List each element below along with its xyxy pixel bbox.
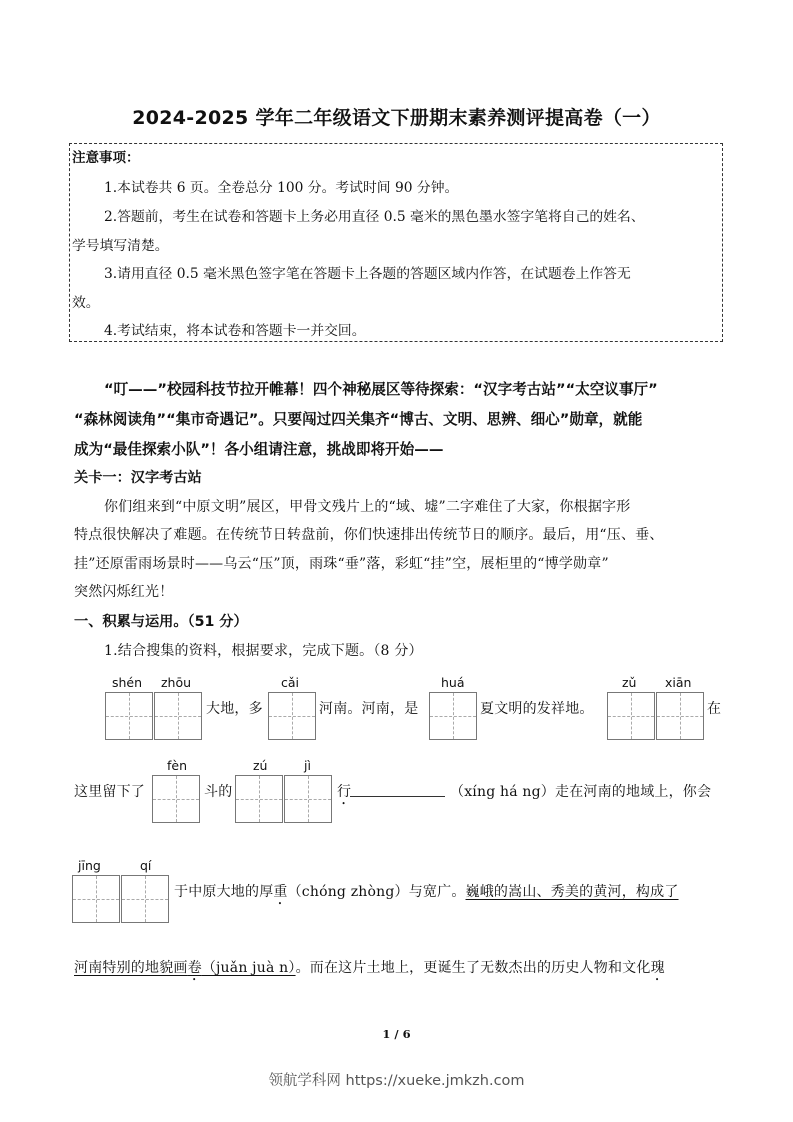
- pinyin-jing: jīng: [78, 858, 101, 873]
- row4-dotted-char-2: 瑰: [650, 960, 665, 976]
- row4-text-1: 河南特别的地貌画: [74, 960, 188, 976]
- notice-line-2: 2.答题前，考生在试卷和答题卡上务必用直径 0.5 毫米的黑色墨水签字笔将自己的姓名、: [104, 209, 645, 225]
- writing-box-fen[interactable]: [152, 775, 200, 823]
- level1-heading: 关卡一：汉字考古站: [74, 470, 202, 486]
- exam-title: 2024-2025 学年二年级语文下册期末素养测评提高卷（一）: [132, 107, 661, 129]
- row3-text-2: （chóng zhòng）与宽广。: [287, 884, 466, 900]
- footer-watermark: 领航学科网 https://xueke.jmkzh.com: [268, 1073, 525, 1089]
- pinyin-shen: shén: [112, 675, 143, 690]
- level1-para-line-4: 突然闪烁红光！: [74, 584, 174, 600]
- row2-text-3b: （xíng há ng）走在河南的地域上，你会: [450, 784, 712, 800]
- writing-box-cai[interactable]: [268, 692, 316, 740]
- intro-line-2: “森林阅读角”“集市奇遇记”。只要闯过四关集齐“博古、文明、思辨、细心”勋章，就能: [74, 411, 643, 428]
- row4-text-3: 。而在这片土地上，更诞生了无数杰出的历史人物和文化: [295, 960, 651, 976]
- intro-line-3: 成为“最佳探索小队”！各小组请注意，挑战即将开始——: [74, 441, 444, 458]
- writing-box-hua[interactable]: [429, 692, 477, 740]
- row1-text-2: 河南。河南，是: [319, 701, 419, 717]
- question-1: 1.结合搜集的资料，根据要求，完成下题。（8 分）: [104, 643, 423, 659]
- notice-line-6: 4.考试结束，将本试卷和答题卡一并交回。: [104, 323, 366, 339]
- notice-line-1: 1.本试卷共 6 页。全卷总分 100 分。考试时间 90 分钟。: [104, 180, 459, 196]
- row3-dotted-char: 重: [273, 884, 288, 900]
- row2-text-1: 这里留下了: [74, 784, 145, 800]
- pinyin-qi: qí: [140, 858, 152, 873]
- page-number: 1 / 6: [382, 1027, 411, 1041]
- pinyin-zhou: zhōu: [161, 675, 192, 690]
- row1-text-1: 大地，多: [206, 701, 263, 717]
- pinyin-hua: huá: [441, 675, 465, 690]
- level1-para-line-1: 你们组来到“中原文明”展区，甲骨文残片上的“域、墟”二字难住了大家，你根据字形: [104, 499, 631, 515]
- writing-box-ji[interactable]: [284, 775, 332, 823]
- row4-dotted-char: 卷: [187, 960, 202, 976]
- intro-line-1: “叮——”校园科技节拉开帷幕！四个神秘展区等待探索：“汉字考古站”“太空议事厅”: [104, 381, 658, 398]
- pinyin-ji: jì: [304, 758, 311, 773]
- row4-text-2: （juǎn juà n）: [201, 960, 296, 976]
- notice-line-3: 学号填写清楚。: [72, 238, 169, 254]
- row3-text-1: 于中原大地的厚: [174, 884, 274, 900]
- writing-box-qi[interactable]: [121, 875, 169, 923]
- writing-box-jing[interactable]: [72, 875, 120, 923]
- pinyin-zu: zǔ: [622, 675, 637, 690]
- section1-heading: 一、积累与运用。（51 分）: [74, 614, 248, 630]
- row3-text: [174, 881, 679, 908]
- row3-underlined-text: 巍峨的嵩山、秀美的黄河，构成了: [465, 884, 679, 900]
- pinyin-cai: cǎi: [281, 675, 300, 690]
- row1-text-4: 在: [707, 701, 722, 717]
- row4-underlined-text: [74, 960, 296, 976]
- row1-text-3: 夏文明的发祥地。: [480, 701, 594, 717]
- writing-box-zu2[interactable]: [235, 775, 283, 823]
- answer-blank[interactable]: [350, 796, 445, 797]
- level1-para-line-2: 特点很快解决了难题。在传统节日转盘前，你们快速排出传统节日的顺序。最后，用“压、垂、: [74, 527, 664, 543]
- pinyin-xian: xiān: [665, 675, 692, 690]
- pinyin-zu2: zú: [253, 758, 268, 773]
- level1-para-line-3: 挂”还原雷雨场景时——乌云“压”顶，雨珠“垂”落，彩虹“挂”空，展柜里的“博学勋章”: [74, 556, 609, 572]
- writing-box-xian[interactable]: [656, 692, 704, 740]
- row2-text-2: 斗的: [204, 784, 233, 800]
- pinyin-fen: fèn: [167, 758, 188, 773]
- row2-text-3a: 行: [337, 784, 352, 800]
- notice-line-5: 效。: [72, 295, 100, 311]
- writing-box-shen[interactable]: [105, 692, 153, 740]
- row4-text: [74, 957, 665, 984]
- writing-box-zu[interactable]: [607, 692, 655, 740]
- notice-line-4: 3.请用直径 0.5 毫米黑色签字笔在答题卡上各题的答题区域内作答，在试题卷上作答无: [104, 266, 631, 282]
- notice-heading: 注意事项：: [72, 150, 140, 166]
- writing-box-zhou[interactable]: [154, 692, 202, 740]
